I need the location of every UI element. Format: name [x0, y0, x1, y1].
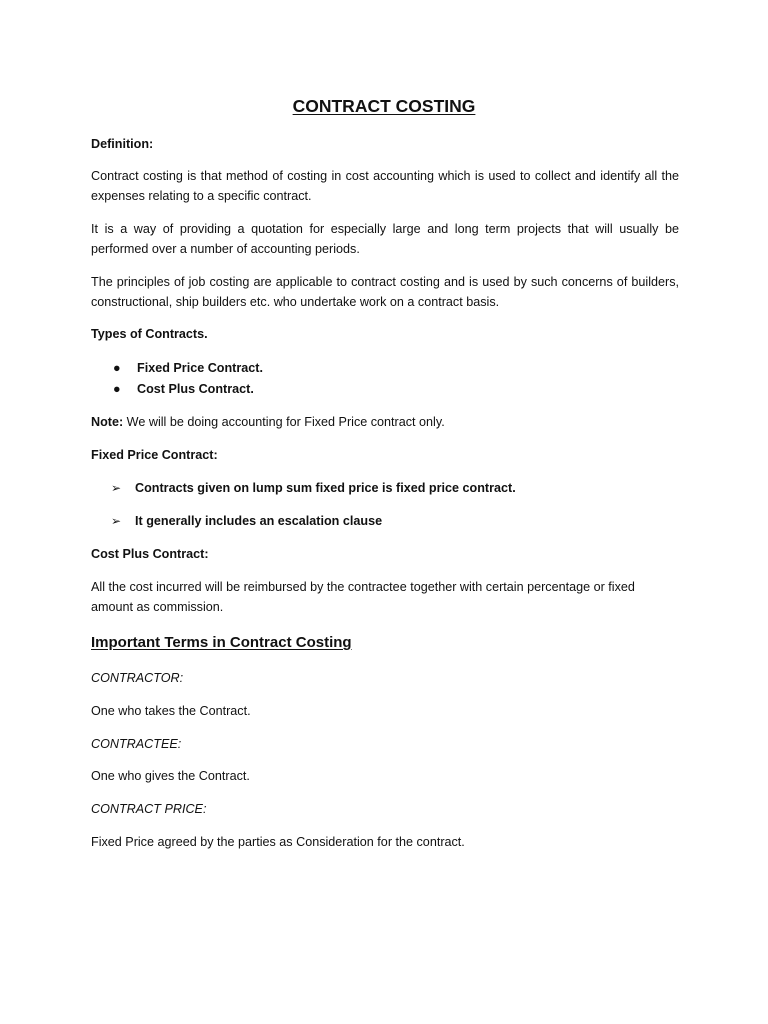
- definition-paragraph-1: Contract costing is that method of costing in cost accounting which is used to collect and identify all the expenses relating to a specific contract.: [91, 169, 679, 203]
- list-item-label: Contracts given on lump sum fixed price is fixed price contract.: [135, 481, 516, 495]
- arrow-right-icon: ➢: [111, 481, 122, 495]
- list-item: [113, 379, 254, 399]
- definition-paragraph-3: The principles of job costing are applicable to contract costing and is used by such concerns of builders, constructional, ship builders etc. who undertake work on a contract basis.: [91, 275, 679, 309]
- list-item-label: Cost Plus Contract.: [137, 382, 254, 396]
- types-heading: Types of Contracts.: [91, 327, 208, 341]
- list-item: [111, 478, 516, 498]
- list-item: [111, 511, 382, 531]
- term-definition: Fixed Price agreed by the parties as Consideration for the contract.: [91, 835, 465, 849]
- definition-paragraph-2: It is a way of providing a quotation for especially large and long term projects that will usually be performed over a number of accounting periods.: [91, 222, 679, 256]
- note-label: Note:: [91, 415, 124, 429]
- note-paragraph: [91, 412, 679, 432]
- term-label: CONTRACTOR:: [91, 671, 184, 685]
- list-item-label: It generally includes an escalation clause: [135, 514, 383, 528]
- list-item: [113, 358, 263, 378]
- bullet-icon: ●: [113, 382, 121, 396]
- fixed-price-heading: Fixed Price Contract:: [91, 448, 218, 462]
- list-item-label: Fixed Price Contract.: [137, 361, 263, 375]
- cost-plus-heading: Cost Plus Contract:: [91, 547, 209, 561]
- arrow-right-icon: ➢: [111, 514, 122, 528]
- bullet-icon: ●: [113, 361, 121, 375]
- cost-plus-paragraph: All the cost incurred will be reimbursed by the contractee together with certain percentage or fixed amount as commission.: [91, 580, 635, 614]
- term-definition: One who gives the Contract.: [91, 769, 250, 783]
- term-label: CONTRACTEE:: [91, 737, 182, 751]
- note-text: We will be doing accounting for Fixed Price contract only.: [123, 415, 445, 429]
- terms-heading: Important Terms in Contract Costing: [91, 634, 352, 651]
- definition-heading: Definition:: [91, 137, 154, 151]
- page-title: CONTRACT COSTING: [292, 96, 476, 116]
- term-definition: One who takes the Contract.: [91, 704, 251, 718]
- term-label: CONTRACT PRICE:: [91, 802, 207, 816]
